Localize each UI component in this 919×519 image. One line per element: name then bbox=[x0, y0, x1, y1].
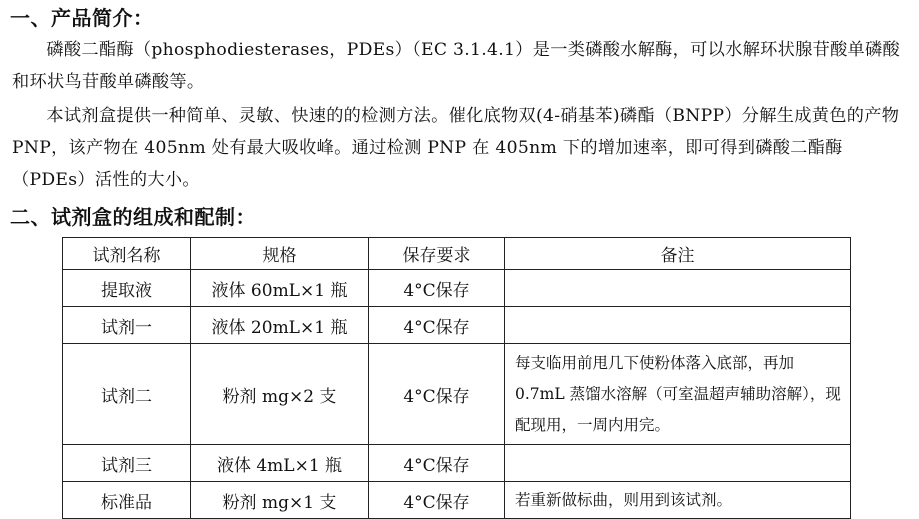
reagent-name: 试剂三 bbox=[63, 445, 191, 482]
section-title-product-intro: 一、产品简介： bbox=[10, 6, 154, 30]
table-row bbox=[63, 307, 851, 344]
reagent-spec: 液体 20mL×1 瓶 bbox=[191, 307, 369, 344]
reagent-note bbox=[505, 307, 851, 344]
reagent-note bbox=[505, 270, 851, 307]
table-row bbox=[63, 482, 851, 519]
intro-paragraph-1-text: 磷酸二酯酶（phosphodiesterases，PDEs）（EC 3.1.4.1）是一类磷酸水解酶，可以水解环状腺苷酸单磷酸和环状鸟苷酸单磷酸等。 bbox=[12, 40, 901, 92]
intro-paragraph-1 bbox=[12, 34, 914, 98]
reagent-storage: 4°C保存 bbox=[369, 445, 505, 482]
table-row bbox=[63, 270, 851, 307]
reagent-note: 若重新做标曲，则用到该试剂。 bbox=[505, 482, 851, 519]
reagent-spec: 液体 4mL×1 瓶 bbox=[191, 445, 369, 482]
reagent-storage: 4°C保存 bbox=[369, 344, 505, 445]
table-row bbox=[63, 445, 851, 482]
reagent-note bbox=[505, 445, 851, 482]
reagent-storage: 4°C保存 bbox=[369, 307, 505, 344]
table-row bbox=[63, 344, 851, 445]
reagent-storage: 4°C保存 bbox=[369, 270, 505, 307]
reagent-name: 试剂一 bbox=[63, 307, 191, 344]
header-reagent-name: 试剂名称 bbox=[63, 238, 191, 270]
reagent-storage: 4°C保存 bbox=[369, 482, 505, 519]
header-specification: 规格 bbox=[191, 238, 369, 270]
header-remarks: 备注 bbox=[505, 238, 851, 270]
reagent-name: 提取液 bbox=[63, 270, 191, 307]
table-header-row bbox=[63, 238, 851, 270]
reagent-spec: 粉剂 mg×2 支 bbox=[191, 344, 369, 445]
kit-composition-table bbox=[62, 237, 851, 519]
header-storage: 保存要求 bbox=[369, 238, 505, 270]
intro-paragraph-2 bbox=[12, 100, 914, 196]
reagent-spec: 粉剂 mg×1 支 bbox=[191, 482, 369, 519]
section-title-kit-composition: 二、试剂盒的组成和配制： bbox=[10, 205, 256, 229]
reagent-name: 标准品 bbox=[63, 482, 191, 519]
reagent-name: 试剂二 bbox=[63, 344, 191, 445]
intro-paragraph-2-text: 本试剂盒提供一种简单、灵敏、快速的的检测方法。催化底物双(4-硝基苯)磷酯（BNPP）分解生成黄色的产物 PNP，该产物在 405nm 处有最大吸收峰。通过检测 PNP 在 405nm 下的增加速率，即可得到磷酸二酯酶（PDEs）活性的大小。 bbox=[12, 106, 900, 190]
reagent-note: 每支临用前甩几下使粉体落入底部，再加 0.7mL 蒸馏水溶解（可室温超声辅助溶解），现配现用，一周内用完。 bbox=[505, 344, 851, 445]
reagent-spec: 液体 60mL×1 瓶 bbox=[191, 270, 369, 307]
